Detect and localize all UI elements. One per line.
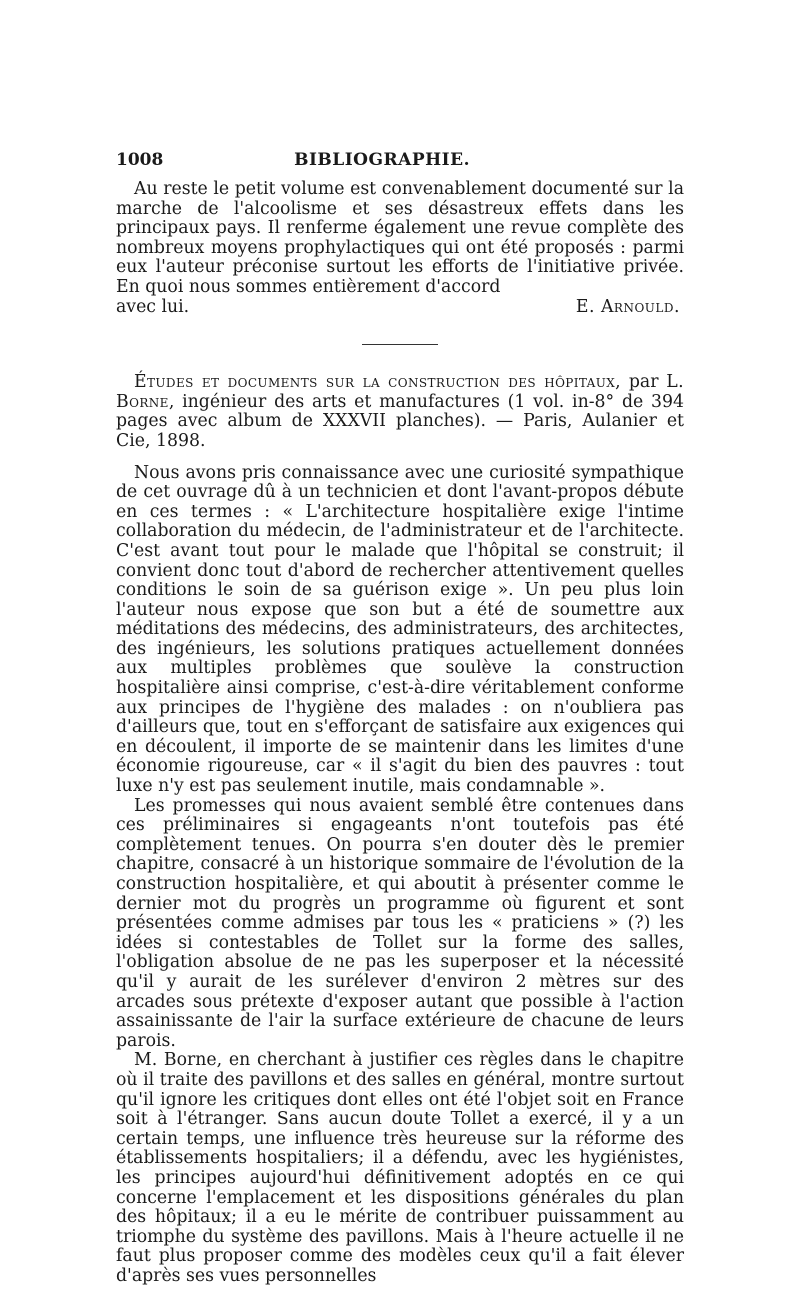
- review-body: [116, 464, 684, 1287]
- book-page: [116, 150, 684, 1286]
- book-citation: [116, 373, 684, 451]
- signature-line: [116, 298, 684, 318]
- reviewer-signature: E. Arnould.: [575, 296, 680, 317]
- running-header: [116, 150, 684, 180]
- review-paragraph: Au reste le petit volume est convenablement documenté sur la marche de l'alcoolisme et ses désastreux effets dans les principaux pays. Il renferme également une revue complète des nombreux moyens prophylactiques qui ont été proposés : parmi eux l'auteur préconise surtout les efforts de l'initiative privée. En quoi nous sommes entièrement d'accord: [116, 179, 684, 297]
- review-paragraph: Les promesses qui nous avaient semblé être contenues dans ces préliminaires si engageants n'ont toutefois pas été complètement tenues. On pourra s'en douter dès le premier chapitre, consacré à un historique sommaire de l'évolution de la construction hospitalière, et qui aboutit à présenter comme le dernier mot du progrès un programme où figurent et sont présentées comme admises par tous les « praticiens » (?) les idées si contestables de Tollet sur la forme des salles, l'obligation absolue de ne pas les superposer et la nécessité qu'il y aurait de les surélever d'environ 2 mètres sur des arcades sous prétexte d'exposer autant que possible à l'action assainissante de l'air la surface extérieure de chacune de leurs parois.: [116, 795, 684, 1051]
- running-title: BIBLIOGRAPHIE.: [294, 150, 470, 170]
- citation-details: , ingénieur des arts et manufactures (1 vol. in-8° de 394 pages avec album de XXXVII planches). — Paris, Aulanier et Cie, 1898.: [116, 391, 684, 451]
- closing-words: avec lui.: [116, 296, 190, 317]
- review-paragraph: Nous avons pris connaissance avec une curiosité sympathique de cet ouvrage dû à un technicien et dont l'avant-propos débute en ces termes : « L'architecture hospitalière exige l'intime collaboration du médecin, de l'administrateur et de l'architecte. C'est avant tout pour le malade que l'hôpital se construit; il convient donc tout d'abord de rechercher attentivement quelles conditions le soin de sa guérison exige ». Un peu plus loin l'auteur nous expose que son but a été de soumettre aux méditations des médecins, des administrateurs, des architectes, des ingénieurs, les solutions pratiques actuellement données aux multiples problèmes que soulève la construction hospitalière ainsi comprise, c'est-à-dire véritablement conforme aux principes de l'hygiène des malades : on n'oubliera pas d'ailleurs que, tout en s'efforçant de satisfaire aux exigences qui en découlent, il importe de se maintenir dans les limites d'une économie rigoureuse, car « il s'agit du bien des pauvres : tout luxe n'y est pas seulement inutile, mais condamnable ».: [116, 462, 684, 797]
- review-alcoolisme: [116, 180, 684, 317]
- book-author: L. Borne: [116, 372, 684, 412]
- page-number: 1008: [116, 150, 164, 170]
- section-divider: [362, 344, 438, 345]
- review-paragraph: M. Borne, en cherchant à justifier ces règles dans le chapitre où il traite des pavillons et des salles en général, montre surtout qu'il ignore les critiques dont elles ont été l'objet soit en France soit à l'étranger. Sans aucun doute Tollet a exercé, il y a un certain temps, une influence très heureuse sur la réforme des établissements hospitaliers; il a défendu, avec les hygiénistes, les principes aujourd'hui définitivement adoptés en ce qui concerne l'emplacement et les dispositions générales du plan des hôpitaux; il a eu le mérite de contribuer puissamment au triomphe du système des pavillons. Mais à l'heure actuelle il ne faut plus proposer comme des modèles ceux qu'il a fait élever d'après ses vues personnelles: [116, 1050, 684, 1286]
- book-title: Études et documents sur la construction des hôpitaux,: [134, 372, 622, 393]
- by-word: par: [621, 372, 659, 393]
- review-hopitaux: [116, 373, 684, 1286]
